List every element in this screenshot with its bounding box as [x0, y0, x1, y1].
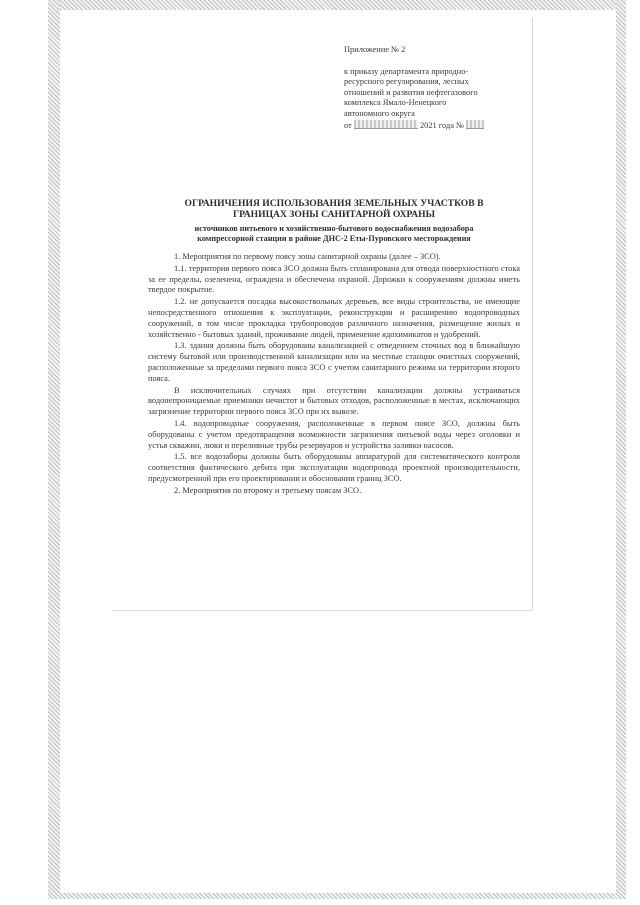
- paragraph: 1. Мероприятия по первому поясу зоны санитарной охраны (далее – ЗСО).: [174, 252, 441, 261]
- date-prefix: от: [344, 120, 352, 130]
- document-title-line: ГРАНИЦАХ ЗОНЫ САНИТАРНОЙ ОХРАНЫ: [233, 209, 435, 220]
- date-suffix: 2021 года №: [419, 120, 465, 130]
- number-stamp: [466, 120, 484, 129]
- document-subtitle-line: компрессорной станции в районе ДНС-2 Еты-Пуровского месторождения: [197, 234, 471, 244]
- appendix-title: Приложение № 2: [344, 45, 406, 54]
- scan-border-bottom: [48, 893, 626, 899]
- scan-border-left: [48, 0, 60, 899]
- document-page: [148, 40, 520, 580]
- scan-border-top: [48, 0, 626, 10]
- date-stamp: [354, 120, 418, 129]
- paragraph: 1.1. территория первого пояса ЗСО должна быть спланирована для отвода поверхностного стока за ее пределы, озеленена, ограждена и обеспечена охраной. Дорожки к сооружениям должны иметь твердое покрытие.: [148, 263, 520, 295]
- appendix-date-line: [344, 120, 520, 132]
- appendix-line: автономного округа: [344, 108, 415, 118]
- scan-border-right: [616, 0, 626, 899]
- document-title-line: ОГРАНИЧЕНИЯ ИСПОЛЬЗОВАНИЯ ЗЕМЕЛЬНЫХ УЧАСТКОВ В: [184, 198, 484, 209]
- appendix-line: отношений и развития нефтегазового: [344, 87, 478, 97]
- appendix-line: комплекса Ямало-Ненецкого: [344, 98, 447, 108]
- document-subtitle-line: источников питьевого и хозяйственно-бытового водоснабжения водозабора: [194, 224, 474, 233]
- appendix-line: к приказу департамента природно-: [344, 66, 469, 76]
- appendix-header: [344, 45, 520, 131]
- paragraph: 1.2. не допускается посадка высокоствольных деревьев, все виды строительства, не имеющие непосредственного отношения к эксплуатации, реконструкции и расширению водопроводных сооружений, в том числе прокладка трубопроводов различного назначения, размещение жилых и хозяйственно - бытовых зданий, проживание людей, применение ядохимикатов и удобрений.: [148, 297, 520, 339]
- document-title: [148, 198, 520, 220]
- document-subtitle: [148, 224, 520, 245]
- paragraph: 1.3. здания должны быть оборудованы канализацией с отведением сточных вод в ближайшую систему бытовой или производственной канализации или на местные станции очистных сооружений, расположенные за пределами первого пояса ЗСО с учетом санитарного режима на территории второго пояса.: [148, 341, 520, 383]
- paragraph: 1.4. водопроводные сооружения, расположенные в первом поясе ЗСО, должны быть оборудованы с учетом предотвращения возможности загрязнения питьевой воды через оголовки и устья скважин, люки и переливные трубы резервуаров и устройства заливки насосов.: [148, 418, 520, 450]
- paragraph: 2. Мероприятия по второму и третьему поясам ЗСО.: [174, 485, 362, 495]
- paragraph: В исключительных случаях при отсутствии канализации должны устраиваться водонепроницаемые приемники нечистот и бытовых отходов, расположенные в местах, исключающих загрязнение территории первого пояса ЗСО при их вывозе.: [148, 385, 520, 417]
- paragraph: 1.5. все водозаборы должны быть оборудованы аппаратурой для систематического контроля соответствия фактического дебита при эксплуатации водопровода проектной производительности, предусмотренной при его проектировании и обосновании границ ЗСО.: [148, 452, 520, 483]
- appendix-line: ресурсного регулирования, лесных: [344, 77, 469, 87]
- document-body: [148, 252, 520, 498]
